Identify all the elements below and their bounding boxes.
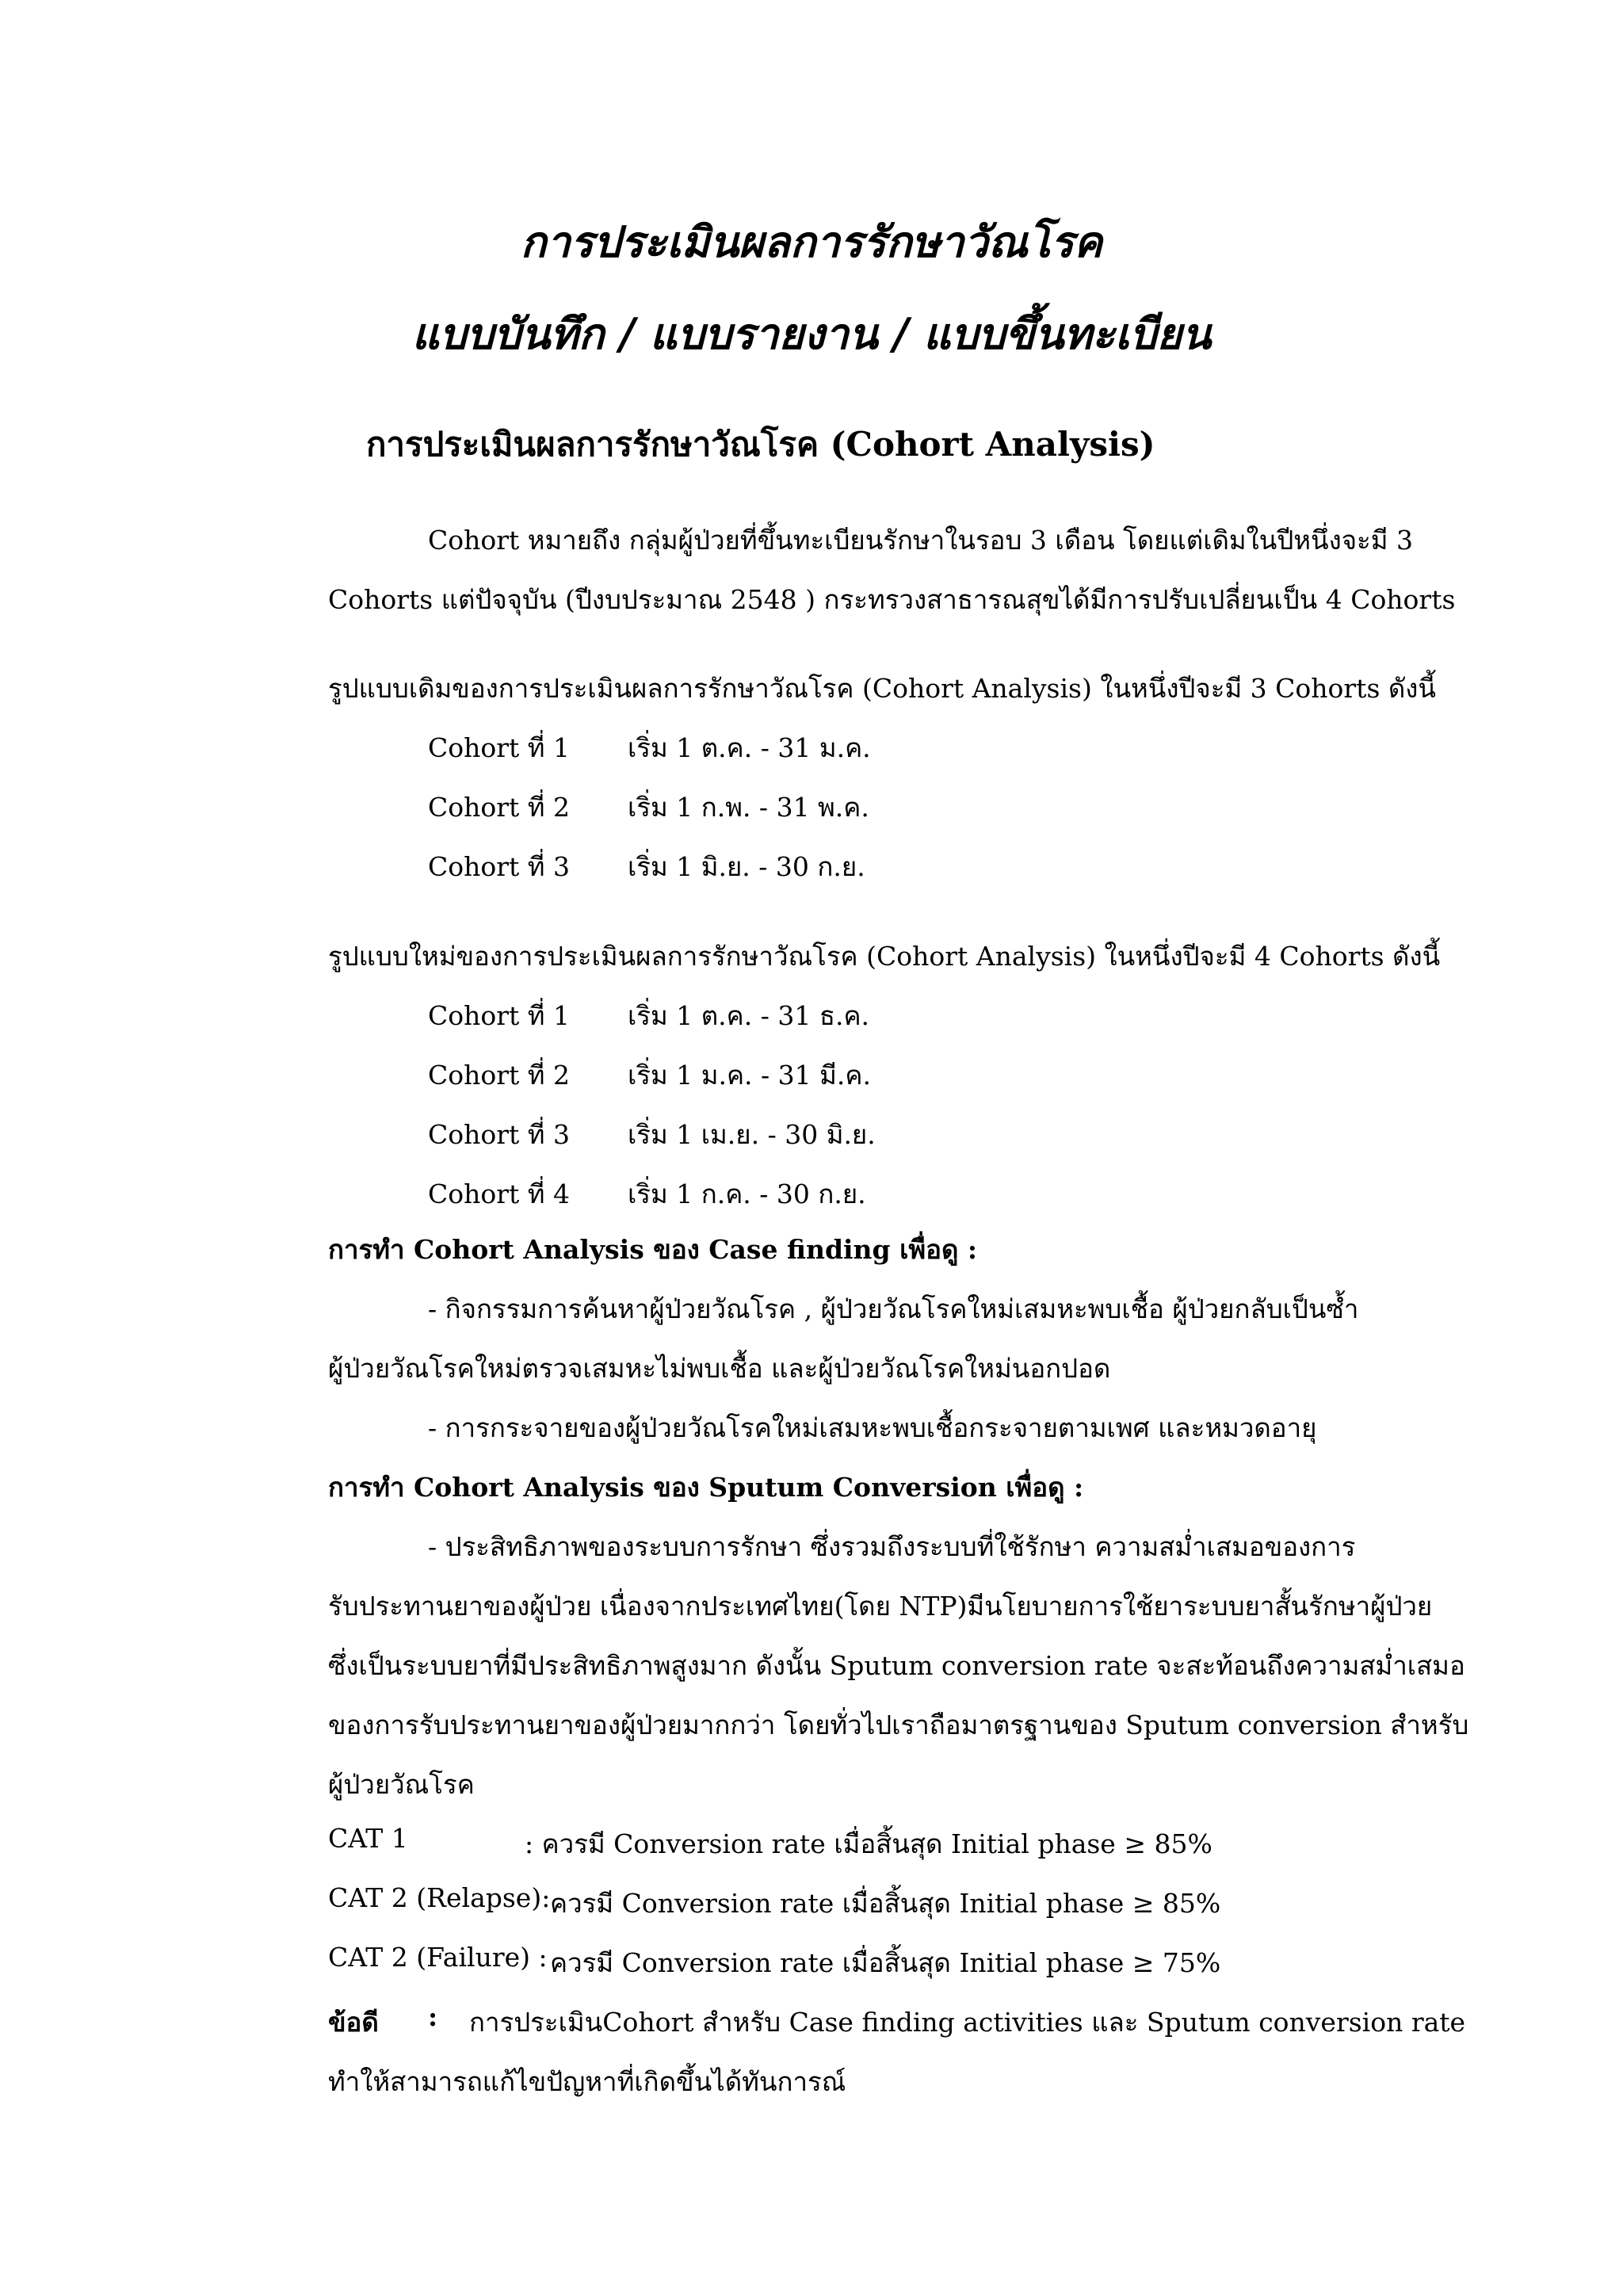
advantage-colon: : — [428, 2001, 438, 2032]
advantage-label: ข้อดี — [328, 2007, 379, 2038]
old-cohort-1-range: เริ่ม 1 ต.ค. - 31 ม.ค. — [628, 732, 871, 763]
new-cohort-2-range: เริ่ม 1 ม.ค. - 31 มี.ค. — [628, 1060, 871, 1091]
sputum-line-4: ของการรับประทานยาของผู้ป่วยมากกว่า โดยทั่วไปเราถือมาตรฐานของ Sputum conversion สำหรับ — [328, 1710, 1469, 1740]
cat-2-relapse-label: CAT 2 (Relapse): — [328, 1882, 551, 1913]
case-finding-heading: การทำ Cohort Analysis ของ Case finding เพื่อดู : — [328, 1234, 978, 1265]
sputum-line-3: ซึ่งเป็นระบบยาที่มีประสิทธิภาพสูงมาก ดังนั้น Sputum conversion rate จะสะท้อนถึงความสม่ำเสมอ — [328, 1650, 1465, 1681]
intro-line-1: Cohort หมายถึง กลุ่มผู้ป่วยที่ขึ้นทะเบียนรักษาในรอบ 3 เดือน โดยแต่เดิมในปีหนึ่งจะมี 3 — [428, 525, 1413, 556]
new-cohort-3-label: Cohort ที่ 3 — [428, 1119, 571, 1150]
section-heading: การประเมินผลการรักษาวัณโรค (Cohort Analysis) — [366, 425, 1155, 464]
document-title: การประเมินผลการรักษาวัณโรค — [520, 216, 1103, 267]
sputum-line-5: ผู้ป่วยวัณโรค — [328, 1769, 475, 1800]
advantage-line-2: ทำให้สามารถแก้ไขปัญหาที่เกิดขึ้นได้ทันการณ์ — [328, 2066, 846, 2097]
new-cohort-1-range: เริ่ม 1 ต.ค. - 31 ธ.ค. — [628, 1000, 870, 1031]
new-cohort-1-label: Cohort ที่ 1 — [428, 1000, 571, 1031]
new-cohort-2-label: Cohort ที่ 2 — [428, 1060, 571, 1091]
case-finding-line-2: ผู้ป่วยวัณโรคใหม่ตรวจเสมหะไม่พบเชื้อ และผู้ป่วยวัณโรคใหม่นอกปอด — [328, 1353, 1111, 1384]
sputum-line-1: - ประสิทธิภาพของระบบการรักษา ซึ่งรวมถึงระบบที่ใช้รักษา ความสม่ำเสมอของการ — [428, 1531, 1356, 1562]
sputum-line-2: รับประทานยาของผู้ป่วย เนื่องจากประเทศไทย(โดย NTP)มีนโยบายการใช้ยาระบบยาสั้นรักษาผู้ป่วย — [328, 1591, 1433, 1622]
old-cohort-3-range: เริ่ม 1 มิ.ย. - 30 ก.ย. — [628, 851, 865, 882]
cat-2-failure-label: CAT 2 (Failure) : — [328, 1942, 548, 1973]
document-subtitle: แบบบันทึก / แบบรายงาน / แบบขึ้นทะเบียน — [411, 308, 1212, 359]
sputum-heading: การทำ Cohort Analysis ของ Sputum Conversion เพื่อดู : — [328, 1472, 1084, 1503]
old-cohort-2-range: เริ่ม 1 ก.พ. - 31 พ.ค. — [628, 792, 869, 823]
cat-1-label: CAT 1 — [328, 1823, 408, 1854]
cat-2-relapse-text: ควรมี Conversion rate เมื่อสิ้นสุด Initial phase ≥ 85% — [550, 1888, 1221, 1919]
old-cohort-2-label: Cohort ที่ 2 — [428, 792, 571, 823]
new-cohort-3-range: เริ่ม 1 เม.ย. - 30 มิ.ย. — [628, 1119, 876, 1150]
cat-2-failure-text: ควรมี Conversion rate เมื่อสิ้นสุด Initial phase ≥ 75% — [550, 1947, 1221, 1978]
advantage-line-1: การประเมินCohort สำหรับ Case finding activities และ Sputum conversion rate — [469, 2007, 1466, 2038]
old-cohort-1-label: Cohort ที่ 1 — [428, 732, 571, 763]
case-finding-line-3: - การกระจายของผู้ป่วยวัณโรคใหม่เสมหะพบเชื้อกระจายตามเพศ และหมวดอายุ — [428, 1412, 1317, 1443]
new-cohort-4-range: เริ่ม 1 ก.ค. - 30 ก.ย. — [628, 1179, 866, 1209]
intro-line-2: Cohorts แต่ปัจจุบัน (ปีงบประมาณ 2548 ) กระทรวงสาธารณสุขได้มีการปรับเปลี่ยนเป็น 4 Cohorts — [328, 584, 1456, 615]
new-cohort-4-label: Cohort ที่ 4 — [428, 1179, 571, 1209]
cat-1-text: : ควรมี Conversion rate เมื่อสิ้นสุด Initial phase ≥ 85% — [525, 1828, 1212, 1859]
case-finding-line-1: - กิจกรรมการค้นหาผู้ป่วยวัณโรค , ผู้ป่วยวัณโรคใหม่เสมหะพบเชื้อ ผู้ป่วยกลับเป็นซ้ำ — [428, 1293, 1359, 1324]
old-cohort-3-label: Cohort ที่ 3 — [428, 851, 571, 882]
old-format-intro: รูปแบบเดิมของการประเมินผลการรักษาวัณโรค (Cohort Analysis) ในหนึ่งปีจะมี 3 Cohorts ดังนี้ — [328, 673, 1436, 704]
new-format-intro: รูปแบบใหม่ของการประเมินผลการรักษาวัณโรค (Cohort Analysis) ในหนึ่งปีจะมี 4 Cohorts ดังนี้ — [328, 941, 1441, 972]
